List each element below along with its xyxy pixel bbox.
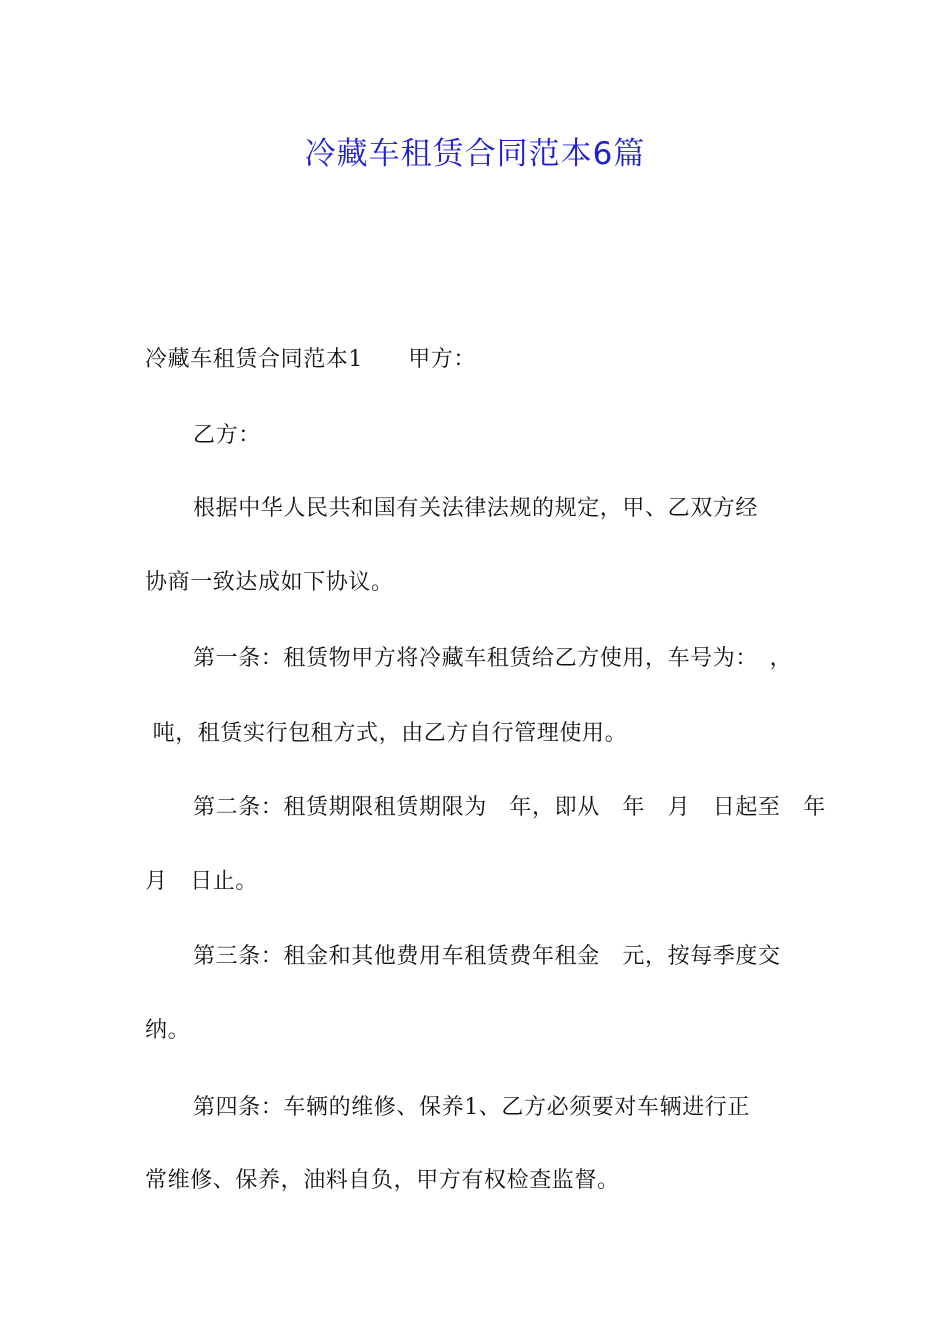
- paragraph-line: 第四条：车辆的维修、保养1、乙方必须要对车辆进行正: [193, 1095, 750, 1120]
- paragraph-line: 第二条：租赁期限租赁期限为 年，即从 年 月 日起至 年: [193, 795, 826, 820]
- paragraph-line: 第一条：租赁物甲方将冷藏车租赁给乙方使用，车号为： ，: [193, 646, 793, 671]
- paragraph-line: 常维修、保养，油料自负，甲方有权检查监督。: [145, 1168, 620, 1193]
- paragraph-line: 冷藏车租赁合同范本1 甲方：: [145, 347, 476, 372]
- document-title: 冷藏车租赁合同范本6篇: [304, 136, 646, 172]
- paragraph-line: 根据中华人民共和国有关法律法规的规定，甲、乙双方经: [193, 496, 759, 521]
- paragraph-line: 协商一致达成如下协议。: [145, 570, 394, 595]
- paragraph-line: 吨，租赁实行包租方式，由乙方自行管理使用。: [145, 721, 628, 746]
- paragraph-line: 第三条：租金和其他费用车租赁费年租金 元，按每季度交: [193, 944, 781, 969]
- paragraph-line: 乙方：: [193, 423, 261, 448]
- paragraph-line: 纳。: [145, 1018, 191, 1043]
- paragraph-line: 月 日止。: [145, 869, 259, 894]
